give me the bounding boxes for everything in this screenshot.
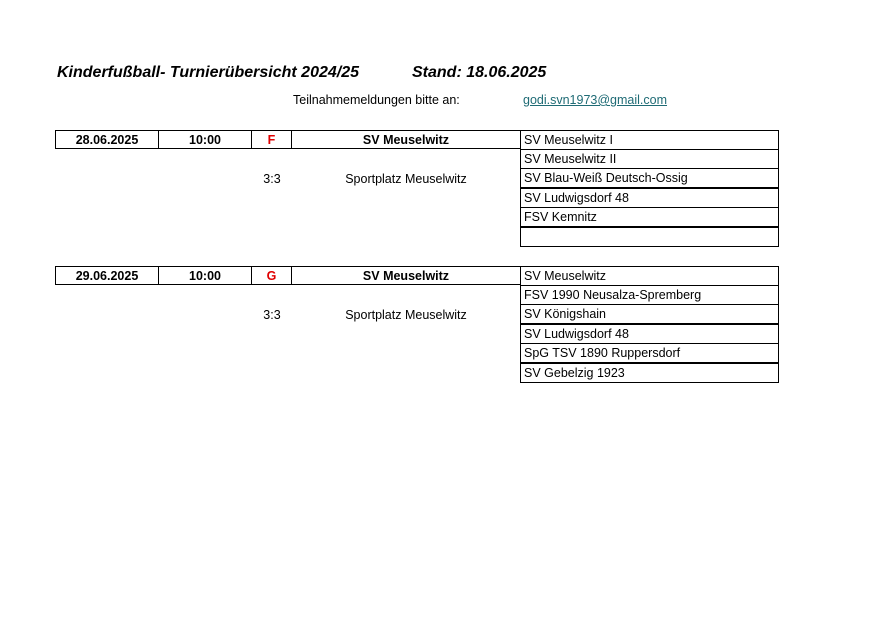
tournament-host: SV Meuselwitz [291, 130, 521, 149]
venue: Sportplatz Meuselwitz [345, 172, 467, 186]
tournament-group: G [251, 266, 292, 285]
tournament-time: 10:00 [158, 266, 252, 285]
tournament-date: 29.06.2025 [55, 266, 159, 285]
team-cell: SV Ludwigsdorf 48 [520, 324, 779, 344]
team-cell: SV Königshain [520, 304, 779, 324]
team-cell: FSV 1990 Neusalza-Spremberg [520, 285, 779, 305]
team-cell: FSV Kemnitz [520, 207, 779, 227]
tournament-group: F [251, 130, 292, 149]
team-cell-empty [520, 227, 779, 247]
team-cell: SV Gebelzig 1923 [520, 363, 779, 383]
team-cell: SV Meuselwitz II [520, 149, 779, 169]
team-cell: SV Blau-Weiß Deutsch-Ossig [520, 168, 779, 188]
registration-note: Teilnahmemeldungen bitte an: [293, 93, 460, 107]
tournament-host: SV Meuselwitz [291, 266, 521, 285]
team-cell: SV Ludwigsdorf 48 [520, 188, 779, 208]
game-mode: 3:3 [263, 308, 281, 322]
page-title: Kinderfußball- Turnierübersicht 2024/25 [57, 64, 360, 81]
game-mode: 3:3 [263, 172, 281, 186]
tournament-time: 10:00 [158, 130, 252, 149]
team-cell: SpG TSV 1890 Ruppersdorf [520, 343, 779, 363]
team-cell: SV Meuselwitz [520, 266, 779, 286]
team-cell: SV Meuselwitz I [520, 130, 779, 150]
stand-date: Stand: 18.06.2025 [412, 64, 547, 81]
tournament-date: 28.06.2025 [55, 130, 159, 149]
venue: Sportplatz Meuselwitz [345, 308, 467, 322]
email-link[interactable]: godi.svn1973@gmail.com [523, 93, 668, 107]
